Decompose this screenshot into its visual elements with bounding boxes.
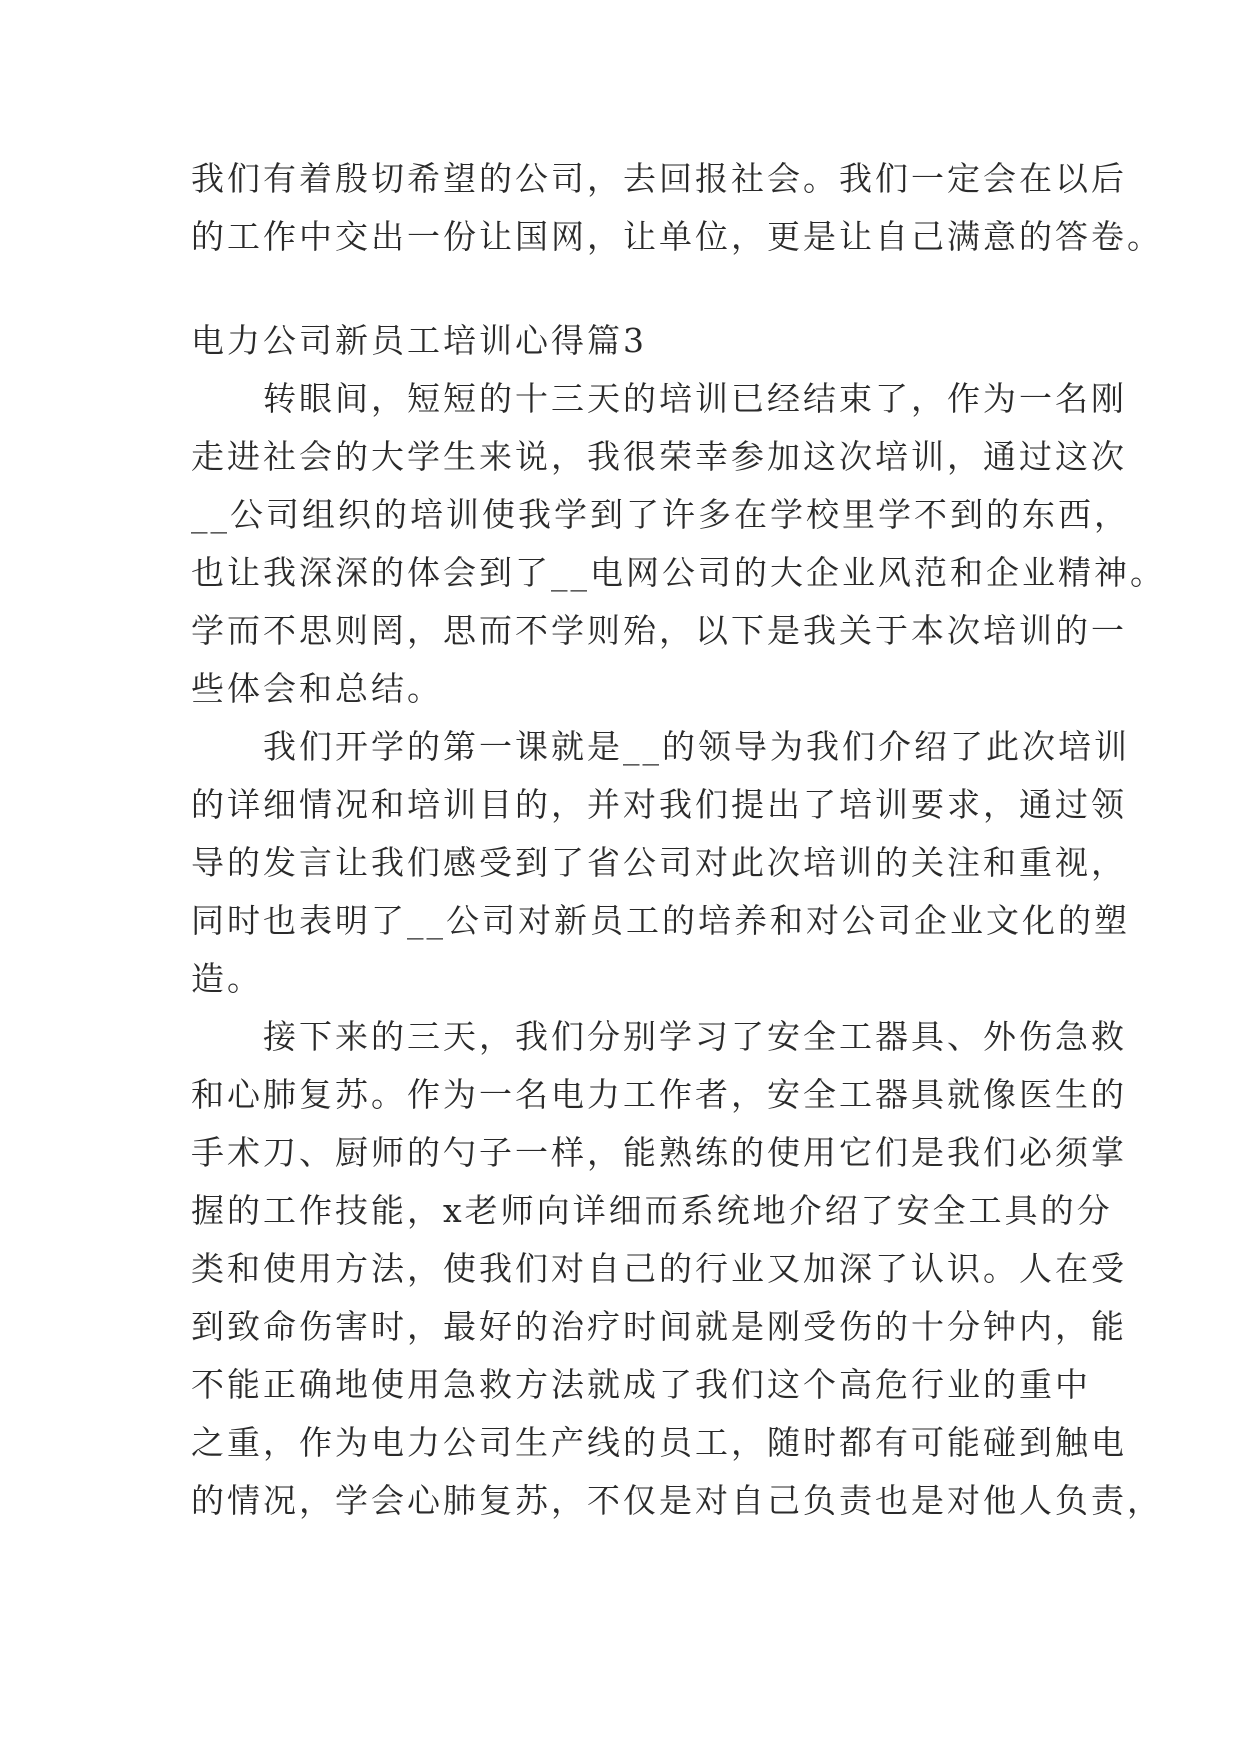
paragraph-line: 走进社会的大学生来说，我很荣幸参加这次培训，通过这次	[191, 437, 1127, 476]
section-title: 电力公司新员工培训心得篇3	[191, 321, 647, 360]
document-body	[191, 150, 1166, 1530]
paragraph-1	[191, 370, 1166, 718]
paragraph-line: 不能正确地使用急救方法就成了我们这个高危行业的重中	[191, 1365, 1091, 1404]
paragraph-line: 到致命伤害时，最好的治疗时间就是刚受伤的十分钟内，能	[191, 1307, 1127, 1346]
paragraph-3	[191, 1008, 1163, 1530]
paragraph-line: 导的发言让我们感受到了省公司对此次培训的关注和重视，	[191, 843, 1127, 882]
paragraph-line: 些体会和总结。	[191, 669, 443, 708]
intro-line: 我们有着殷切希望的公司，去回报社会。我们一定会在以后	[191, 159, 1127, 198]
paragraph-line: 手术刀、厨师的勺子一样，能熟练的使用它们是我们必须掌	[191, 1133, 1127, 1172]
paragraph-line: 我们开学的第一课就是__的领导为我们介绍了此次培训	[191, 727, 1130, 766]
paragraph-line: 的情况，学会心肺复苏，不仅是对自己负责也是对他人负责，	[191, 1481, 1163, 1520]
paragraph-line: 之重，作为电力公司生产线的员工，随时都有可能碰到触电	[191, 1423, 1127, 1462]
paragraph-line: 类和使用方法，使我们对自己的行业又加深了认识。人在受	[191, 1249, 1127, 1288]
paragraph-line: 握的工作技能，x老师向详细而系统地介绍了安全工具的分	[191, 1191, 1113, 1230]
paragraph-line: 接下来的三天，我们分别学习了安全工器具、外伤急救	[191, 1017, 1127, 1056]
paragraph-line: 转眼间，短短的十三天的培训已经结束了，作为一名刚	[191, 379, 1127, 418]
paragraph-line: 学而不思则罔，思而不学则殆，以下是我关于本次培训的一	[191, 611, 1127, 650]
paragraph-line: 造。	[191, 959, 263, 998]
intro-line: 的工作中交出一份让国网，让单位，更是让自己满意的答卷。	[191, 217, 1163, 256]
paragraph-line: 同时也表明了__公司对新员工的培养和对公司企业文化的塑	[191, 901, 1130, 940]
paragraph-2	[191, 718, 1130, 1008]
paragraph-line: 和心肺复苏。作为一名电力工作者，安全工器具就像医生的	[191, 1075, 1127, 1114]
paragraph-line: 也让我深深的体会到了__电网公司的大企业风范和企业精神。	[191, 553, 1166, 592]
paragraph-line: __公司组织的培训使我学到了许多在学校里学不到的东西，	[191, 495, 1130, 534]
paragraph-line: 的详细情况和培训目的，并对我们提出了培训要求，通过领	[191, 785, 1127, 824]
